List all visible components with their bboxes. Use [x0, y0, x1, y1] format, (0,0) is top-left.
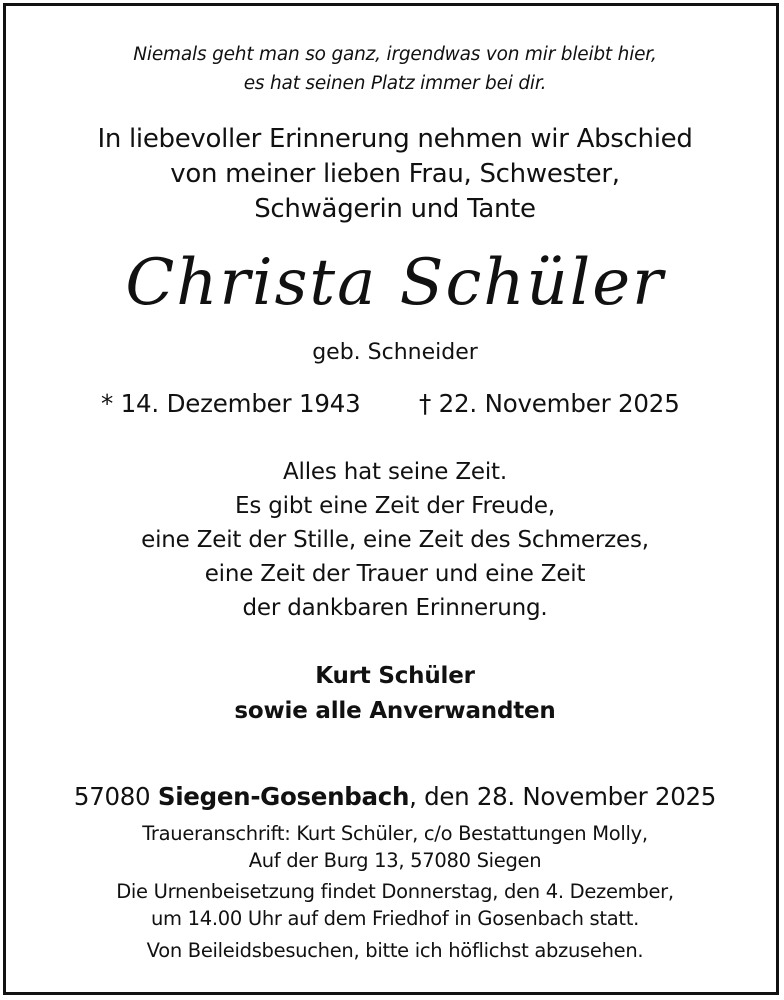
poem-line-3: eine Zeit der Stille, eine Zeit des Schmerzes, [141, 527, 649, 553]
town: Siegen-Gosenbach [157, 782, 410, 811]
intro-line-2: von meiner lieben Frau, Schwester, [170, 159, 620, 189]
info-line-3: Die Urnenbeisetzung findet Donnerstag, den 4. Dezember, [116, 880, 674, 903]
postcode: 57080 [73, 782, 151, 811]
signer-relatives: sowie alle Anverwandten [234, 698, 556, 724]
motto-line-2: es hat seinen Platz immer bei dir. [243, 73, 547, 94]
poem-line-4: eine Zeit der Trauer und eine Zeit [204, 561, 586, 587]
intro-line-3: Schwägerin und Tante [254, 194, 536, 224]
deceased-name: Christa Schüler [125, 246, 665, 320]
birth-date: * 14. Dezember 1943 [101, 389, 361, 418]
info-line-5: Von Beileidsbesuchen, bitte ich höflichst abzusehen. [146, 939, 644, 962]
poem-line-5: der dankbaren Erinnerung. [242, 595, 548, 621]
death-date: † 22. November 2025 [419, 389, 680, 418]
info-line-2: Auf der Burg 13, 57080 Siegen [248, 849, 542, 872]
poem-line-2: Es gibt eine Zeit der Freude, [235, 493, 555, 519]
birth-name: geb. Schneider [312, 340, 478, 365]
obituary-notice [3, 3, 779, 995]
notice-date: , den 28. November 2025 [409, 782, 717, 811]
info-line-4: um 14.00 Uhr auf dem Friedhof in Gosenbach statt. [150, 907, 639, 930]
motto-line-1: Niemals geht man so ganz, irgendwas von mir bleibt hier, [133, 44, 657, 65]
place-and-date [6, 782, 784, 811]
intro-line-1: In liebevoller Erinnerung nehmen wir Abschied [97, 124, 693, 154]
poem-line-1: Alles hat seine Zeit. [283, 459, 507, 485]
info-line-1: Traueranschrift: Kurt Schüler, c/o Bestattungen Molly, [142, 822, 648, 845]
life-dates [6, 389, 784, 421]
signer-name: Kurt Schüler [315, 663, 475, 689]
